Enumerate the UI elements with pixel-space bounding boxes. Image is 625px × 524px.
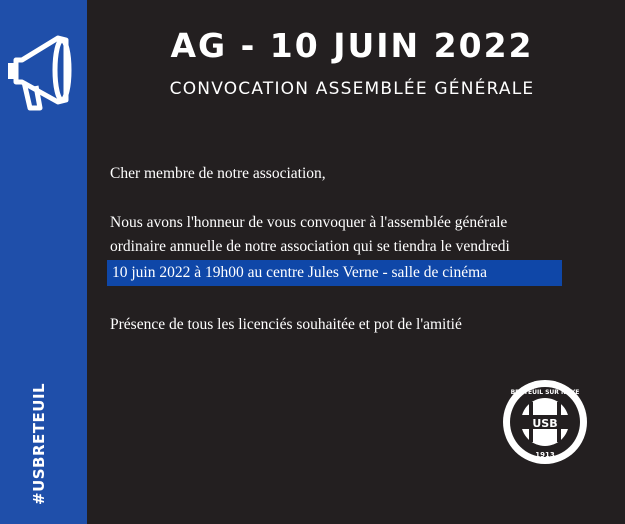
page-title: AG - 10 JUIN 2022 bbox=[170, 26, 534, 65]
hashtag-label: #USBRETEUIL bbox=[30, 382, 48, 505]
page-subtitle: CONVOCATION ASSEMBLÉE GÉNÉRALE bbox=[169, 79, 535, 99]
logo-center-text: USB bbox=[532, 417, 558, 430]
highlighted-date-text: 10 juin 2022 à 19h00 au centre Jules Verne - salle de cinéma bbox=[112, 264, 488, 281]
blue-sidebar bbox=[0, 0, 87, 524]
closing-text: Présence de tous les licenciés souhaitée et pot de l'amitié bbox=[110, 316, 462, 333]
paragraph-line-2: ordinaire annuelle de notre association qui se tiendra le vendredi bbox=[110, 238, 510, 255]
usb-club-logo bbox=[501, 378, 589, 466]
logo-bottom-text: 1913 bbox=[535, 451, 555, 459]
megaphone-icon bbox=[6, 30, 82, 116]
logo-top-text: BRETEUIL SUR NOYE bbox=[510, 389, 580, 396]
greeting-text: Cher membre de notre association, bbox=[110, 165, 326, 182]
paragraph-line-1: Nous avons l'honneur de vous convoquer à l'assemblée générale bbox=[110, 214, 508, 231]
